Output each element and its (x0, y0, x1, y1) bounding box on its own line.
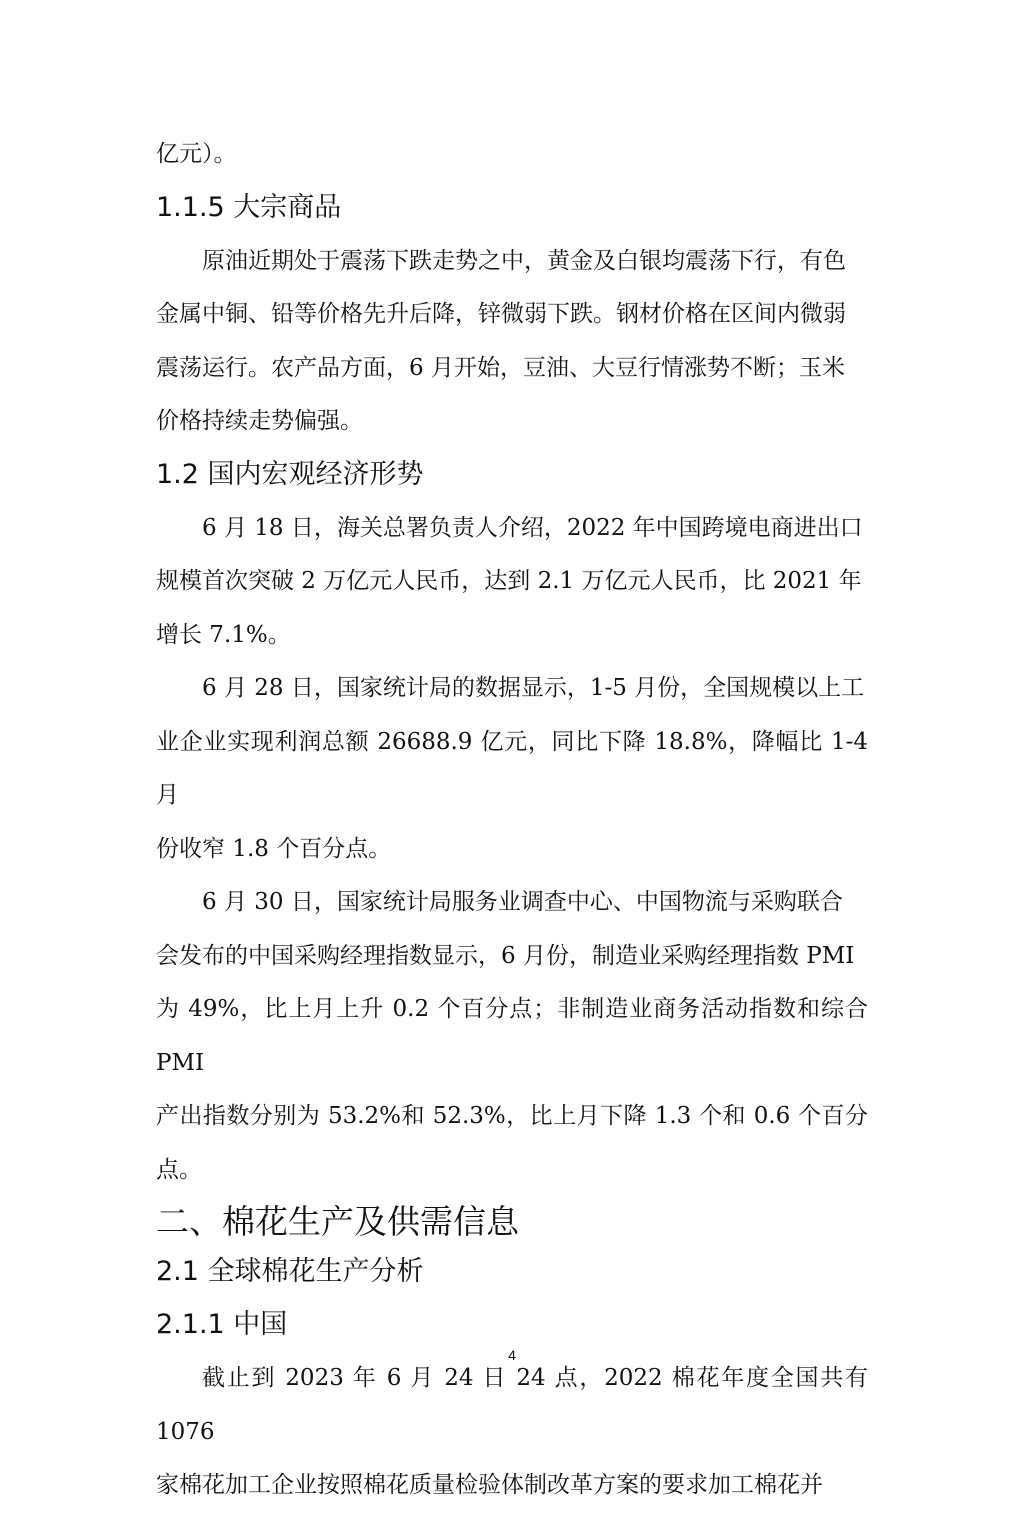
heading-1-1-5: 1.1.5 大宗商品 (156, 191, 342, 223)
text-line: 会发布的中国采购经理指数显示，6 月份，制造业采购经理指数 PMI (156, 942, 855, 969)
text-line: 震荡运行。农产品方面，6 月开始，豆油、大豆行情涨势不断；玉米 (156, 354, 845, 381)
paragraph-industrial-profits (156, 662, 868, 876)
heading-1-2: 1.2 国内宏观经济形势 (156, 458, 424, 490)
text-line: 原油近期处于震荡下跌走势之中，黄金及白银均震荡下行，有色 (202, 247, 846, 274)
page-number: 4 (508, 1347, 516, 1363)
text-line: 为 49%，比上月上升 0.2 个百分点；非制造业商务活动指数和综合 PMI (156, 996, 868, 1076)
page-content (156, 128, 868, 1513)
paragraph-cross-border-ecommerce (156, 502, 868, 663)
heading-2-1: 2.1 全球棉花生产分析 (156, 1256, 424, 1287)
text-line: 6 月 18 日，海关总署负责人介绍，2022 年中国跨境电商进出口 (202, 514, 863, 541)
text-line: 业企业实现利润总额 26688.9 亿元，同比下降 18.8%，降幅比 1-4 月 (156, 728, 868, 808)
paragraph-commodities (156, 235, 868, 449)
text-line: 6 月 30 日，国家统计局服务业调查中心、中国物流与采购联合 (202, 889, 843, 915)
text-line: 6 月 28 日，国家统计局的数据显示，1-5 月份，全国规模以上工 (202, 675, 865, 701)
heading-section-2: 二、棉花生产及供需信息 (156, 1202, 519, 1241)
paragraph-china-cotton (156, 1352, 868, 1513)
text-line: 规模首次突破 2 万亿元人民币，达到 2.1 万亿元人民币，比 2021 年 (156, 568, 862, 594)
paragraph-continuation (156, 128, 868, 182)
paragraph-pmi (156, 876, 868, 1197)
text-line: 增长 7.1%。 (156, 621, 291, 648)
text-line: 价格持续走势偏强。 (156, 408, 363, 434)
text-line: 份收窄 1.8 个百分点。 (156, 835, 392, 862)
text-line: 产出指数分别为 53.2%和 52.3%，比上月下降 1.3 个和 0.6 个百分点。 (156, 1103, 868, 1183)
text-line: 截止到 2023 年 6 月 24 日 24 点，2022 棉花年度全国共有 1076 (156, 1365, 868, 1445)
heading-2-1-1: 2.1.1 中国 (156, 1309, 288, 1340)
text-line: 金属中铜、铅等价格先升后降，锌微弱下跌。钢材价格在区间内微弱 (156, 301, 846, 327)
text-line: 亿元）。 (156, 141, 237, 167)
text-line: 家棉花加工企业按照棉花质量检验体制改革方案的要求加工棉花并 (156, 1472, 823, 1498)
